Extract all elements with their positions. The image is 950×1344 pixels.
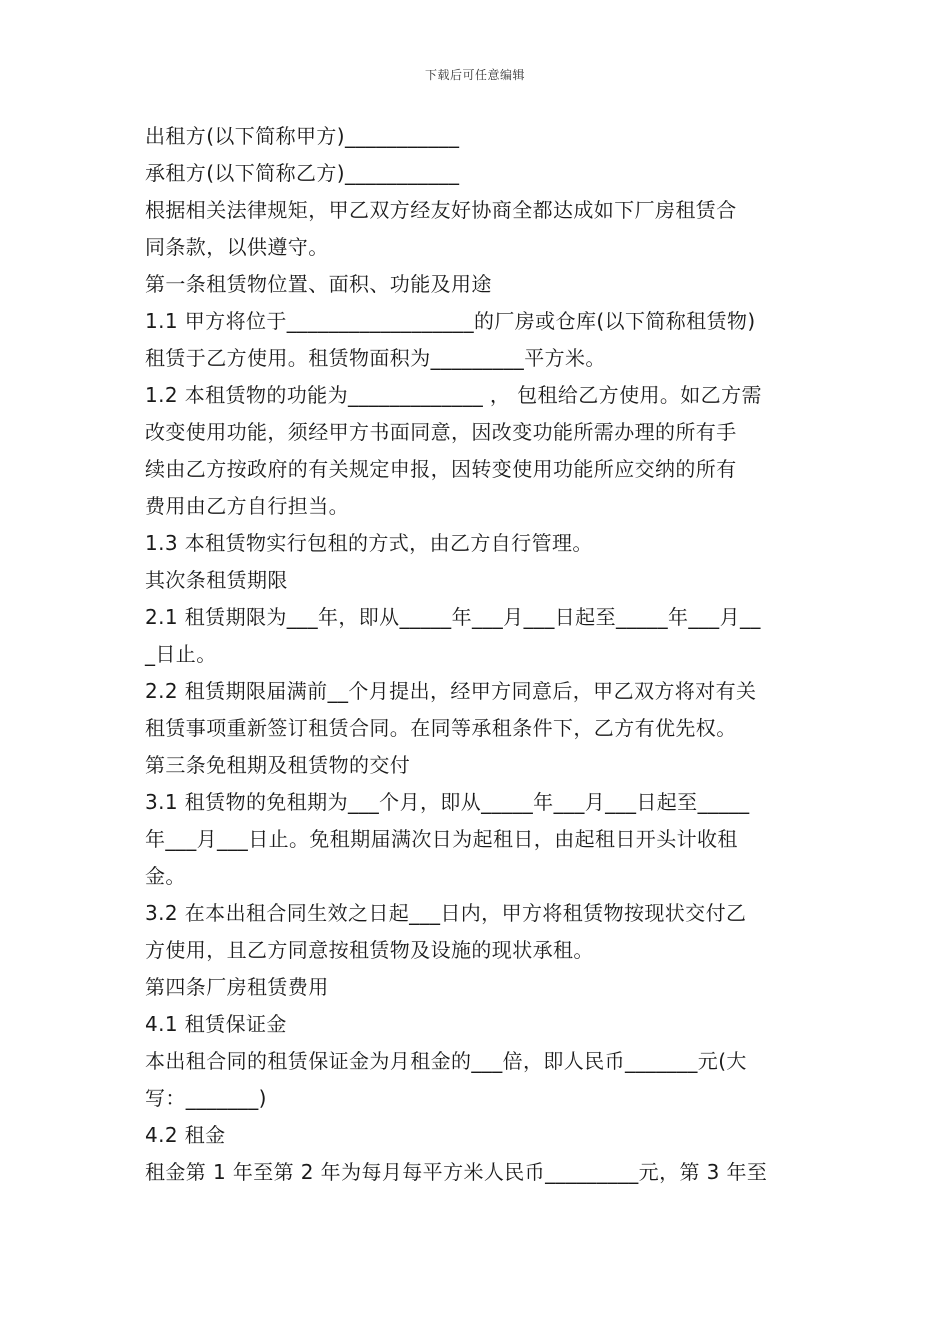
text-line: 改变使用功能，须经甲方书面同意，因改变功能所需办理的所有手 [145, 420, 737, 444]
subsection-heading: 4.1 租赁保证金 [145, 1012, 287, 1036]
text-line: 1.2 本租赁物的功能为_____________ ， 包租给乙方使用。如乙方需 [145, 383, 762, 407]
page-header: 下载后可任意编辑 [424, 68, 525, 82]
text-line: 租赁于乙方使用。租赁物面积为_________平方米。 [145, 346, 606, 370]
section-heading: 第三条免租期及租赁物的交付 [145, 753, 411, 777]
section-heading: 第四条厂房租赁费用 [145, 975, 329, 999]
text-line: 本出租合同的租赁保证金为月租金的___倍，即人民币_______元(大 [145, 1049, 747, 1073]
text-line: 根据相关法律规矩，甲乙双方经友好协商全都达成如下厂房租赁合 [145, 198, 737, 222]
text-line: 写：_______) [145, 1086, 267, 1110]
text-line: 租金第 1 年至第 2 年为每月每平方米人民币_________元，第 3 年至 [145, 1160, 768, 1184]
text-line: 3.2 在本出租合同生效之日起___日内，甲方将租赁物按现状交付乙 [145, 901, 747, 925]
text-line: 续由乙方按政府的有关规定申报，因转变使用功能所应交纳的所有 [145, 457, 737, 481]
section-heading: 其次条租赁期限 [145, 568, 288, 592]
text-line: 金。 [145, 864, 186, 888]
text-line: 承租方(以下简称乙方)___________ [145, 161, 460, 185]
text-line: 出租方(以下简称甲方)___________ [145, 124, 460, 148]
contract-body [145, 118, 810, 1191]
text-line: 1.3 本租赁物实行包租的方式，由乙方自行管理。 [145, 531, 593, 555]
text-line: 1.1 甲方将位于__________________的厂房或仓库(以下简称租赁物) [145, 309, 756, 333]
section-heading: 第一条租赁物位置、面积、功能及用途 [145, 272, 492, 296]
text-line: 费用由乙方自行担当。 [145, 494, 349, 518]
text-line: 2.2 租赁期限届满前__个月提出，经甲方同意后，甲乙双方将对有关 [145, 679, 757, 703]
text-line: 租赁事项重新签订租赁合同。在同等承租条件下，乙方有优先权。 [145, 716, 737, 740]
text-line: 年___月___日止。免租期届满次日为起租日，由起租日开头计收租 [145, 827, 738, 851]
text-line: _日止。 [145, 642, 217, 666]
text-line: 方使用，且乙方同意按租赁物及设施的现状承租。 [145, 938, 594, 962]
text-line: 2.1 租赁期限为___年，即从_____年___月___日起至_____年___月__ [145, 605, 761, 629]
text-line: 同条款，以供遵守。 [145, 235, 329, 259]
subsection-heading: 4.2 租金 [145, 1123, 226, 1147]
text-line: 3.1 租赁物的免租期为___个月，即从_____年___月___日起至_____ [145, 790, 750, 814]
